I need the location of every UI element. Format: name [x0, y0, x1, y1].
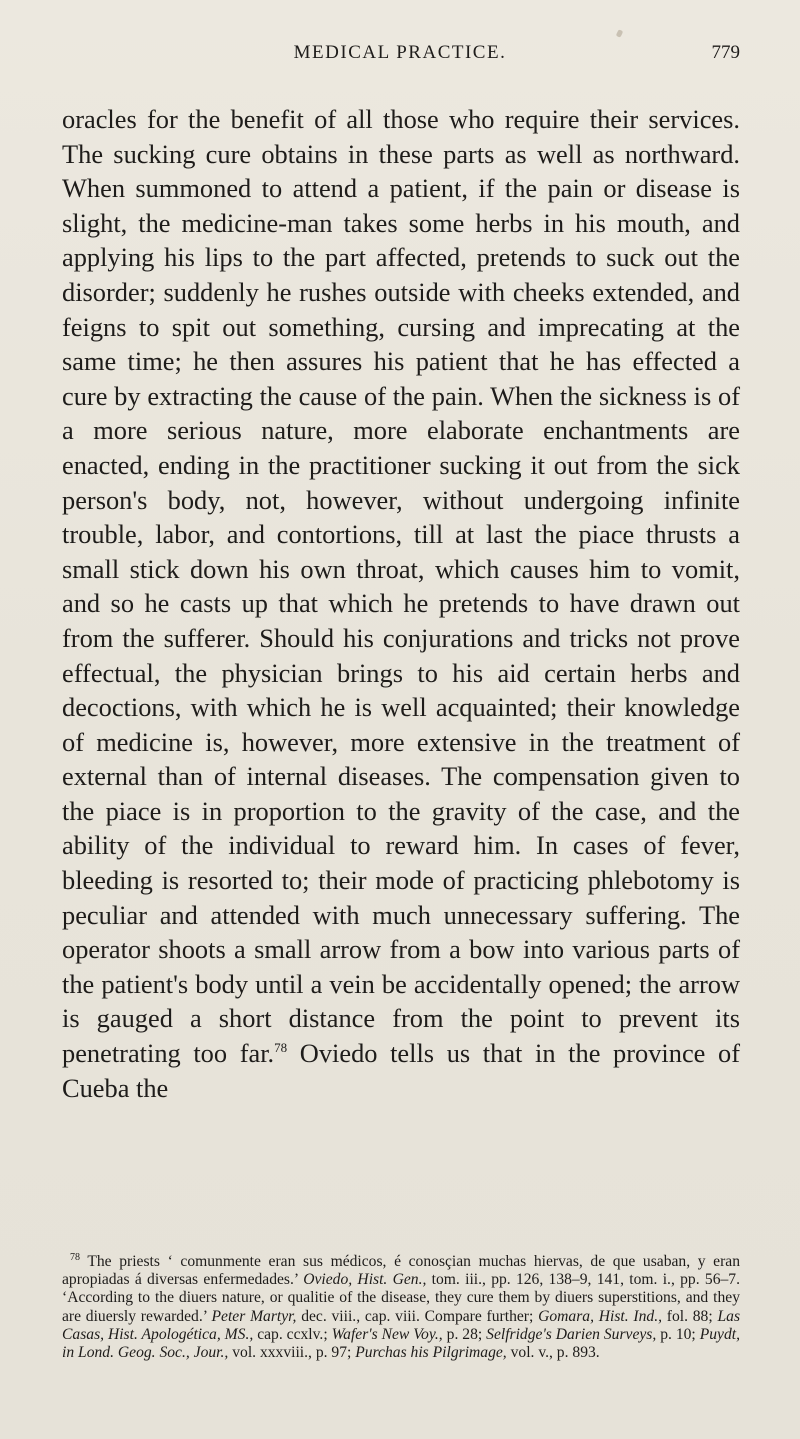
- footnote-text-9: vol. v., p. 893.: [506, 1344, 600, 1362]
- footnote-text-3: dec. viii., cap. viii. Compare further;: [296, 1307, 539, 1325]
- page-number: 779: [711, 42, 740, 63]
- body-paragraph: [62, 102, 740, 1105]
- running-title: MEDICAL PRACTICE.: [293, 42, 507, 63]
- footnote-text-6: p. 28;: [442, 1325, 487, 1343]
- body-text-continuation: Oviedo tells us that in the province of Cueba the: [62, 1038, 740, 1103]
- footnote-citation-puydt: Puydt, in Lond. Geog. Soc., Jour.,: [62, 1325, 740, 1362]
- body-text-main: oracles for the benefit of all those who require their services. The sucking cure obtains in these parts as well as northward. When summoned to attend a patient, if the pain or disease is slight, the medicine-man takes some herbs in his mouth, and applying his lips to the part affected, pretends to suck out the disorder; suddenly he rushes outside with cheeks extended, and feigns to spit out something, cursing and imprecating at the same time; he then assures his patient that he has effected a cure by extracting the cause of the pain. When the sickness is of a more serious nature, more elaborate enchantments are enacted, ending in the practitioner sucking it out from the sick person's body, not, however, without undergoing infinite trouble, labor, and contortions, till at last the piace thrusts a small stick down his own throat, which causes him to vomit, and so he casts up that which he pretends to have drawn out from the sufferer. Should his conjurations and tricks not prove effectual, the physician brings to his aid certain herbs and decoctions, with which he is well acquainted; their knowledge of medicine is, however, more extensive in the treatment of external than of internal diseases. The compensation given to the piace is in proportion to the gravity of the case, and the ability of the individual to reward him. In cases of fever, bleeding is resorted to; their mode of practicing phlebotomy is peculiar and attended with much unnecessary suffering. The operator shoots a small arrow from a bow into various parts of the patient's body until a vein be accidentally opened; the arrow is gauged a short distance from the point to prevent its penetrating too far.: [62, 104, 740, 1069]
- footnote-citation-gomara: Gomara, Hist. Ind.,: [538, 1307, 662, 1325]
- footnote-reference: 78: [274, 1040, 288, 1056]
- footnote-text-8: vol. xxxviii., p. 97;: [228, 1344, 356, 1362]
- footnote: [62, 1253, 740, 1362]
- footnote-citation-las-casas: Las Casas, Hist. Apologética, MS.,: [62, 1307, 741, 1343]
- running-head: [60, 40, 740, 70]
- footnote-text-7: p. 10;: [656, 1325, 700, 1343]
- footnote-text-1: The priests ‘ comunmente eran sus médicos, é conosçian muchas hiervas, de que usaban, y eran apropiadas á diversas enfermedades.’: [62, 1253, 740, 1289]
- footnote-citation-purchas: Purchas his Pilgrimage,: [355, 1344, 507, 1362]
- paper-blemish: [616, 29, 623, 37]
- footnote-citation-martyr: Peter Martyr,: [211, 1307, 297, 1325]
- footnote-citation-wafer: Wafer's New Voy.,: [331, 1325, 443, 1343]
- footnote-text-2: tom. iii., pp. 126, 138–9, 141, tom. i., pp. 56–7. ‘According to the diuers nature, or qualitie of the disease, they cure them by diuers superstitions, and they are diuersly rewarded.’: [62, 1271, 740, 1325]
- footnote-text-5: cap. ccxlv.;: [253, 1325, 332, 1343]
- footnote-text-4: fol. 88;: [662, 1307, 718, 1325]
- footnote-number: 78: [70, 1251, 80, 1263]
- body-text: [62, 102, 740, 1105]
- footnote-citation-oviedo: Oviedo, Hist. Gen.,: [303, 1271, 427, 1289]
- footnote-citation-selfridge: Selfridge's Darien Surveys,: [486, 1325, 657, 1343]
